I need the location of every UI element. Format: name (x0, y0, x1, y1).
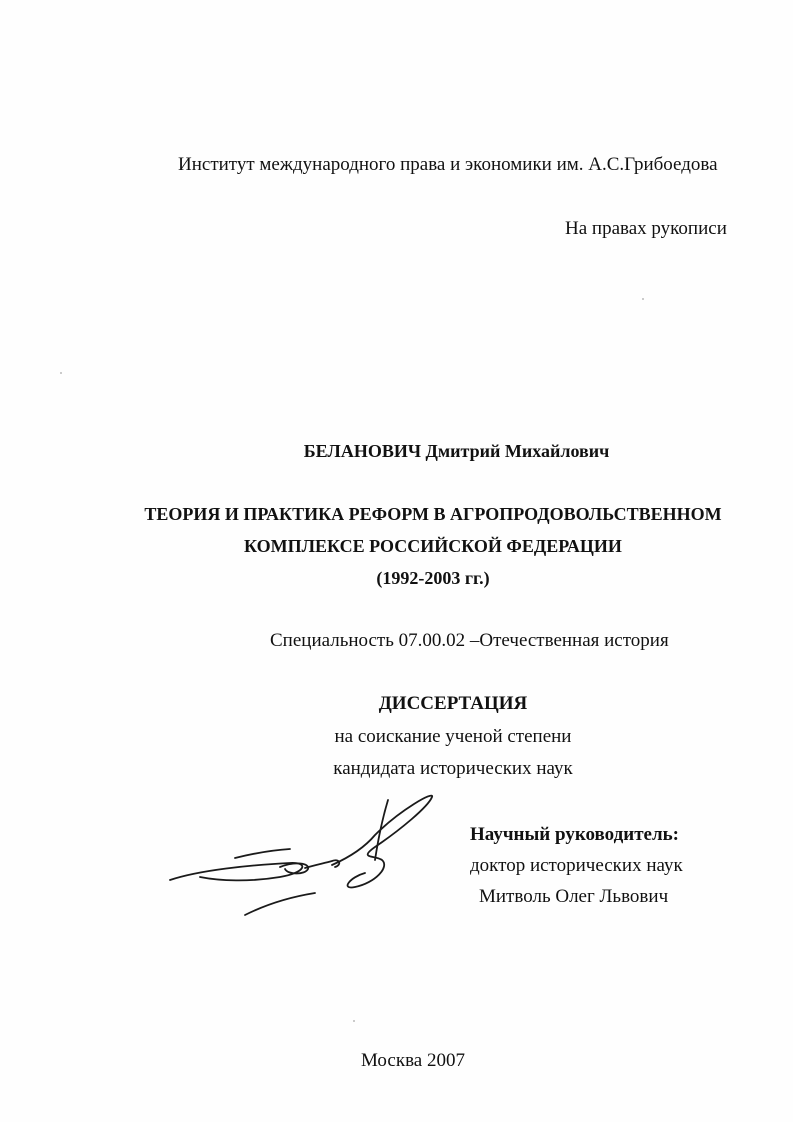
manuscript-rights-note: На правах рукописи (565, 218, 727, 239)
dissertation-heading: ДИССЕРТАЦИЯ (378, 693, 528, 714)
title-line-3: (1992-2003 гг.) (376, 568, 490, 588)
supervisor-label: Научный руководитель: (470, 824, 679, 845)
supervisor-degree: доктор исторических наук (470, 855, 683, 876)
scan-speck (60, 372, 62, 374)
dissertation-degree: кандидата исторических наук (333, 758, 573, 779)
title-line-2: КОМПЛЕКСЕ РОССИЙСКОЙ ФЕДЕРАЦИИ (244, 536, 622, 556)
signature-strokes (170, 796, 432, 915)
city-year: Москва 2007 (361, 1050, 465, 1071)
supervisor-name: Митволь Олег Львович (479, 886, 669, 907)
signature-icon (160, 785, 450, 925)
title-line-1: ТЕОРИЯ И ПРАКТИКА РЕФОРМ В АГРОПРОДОВОЛЬСТВЕННОМ (144, 504, 722, 524)
scan-speck (353, 1020, 355, 1022)
scan-speck (642, 298, 644, 300)
institute-name: Институт международного права и экономики им. А.С.Грибоедова (178, 154, 718, 175)
dissertation-purpose: на соискание ученой степени (334, 726, 572, 747)
author-name: БЕЛАНОВИЧ Дмитрий Михайлович (303, 441, 610, 461)
specialty-line: Специальность 07.00.02 –Отечественная история (270, 630, 669, 651)
